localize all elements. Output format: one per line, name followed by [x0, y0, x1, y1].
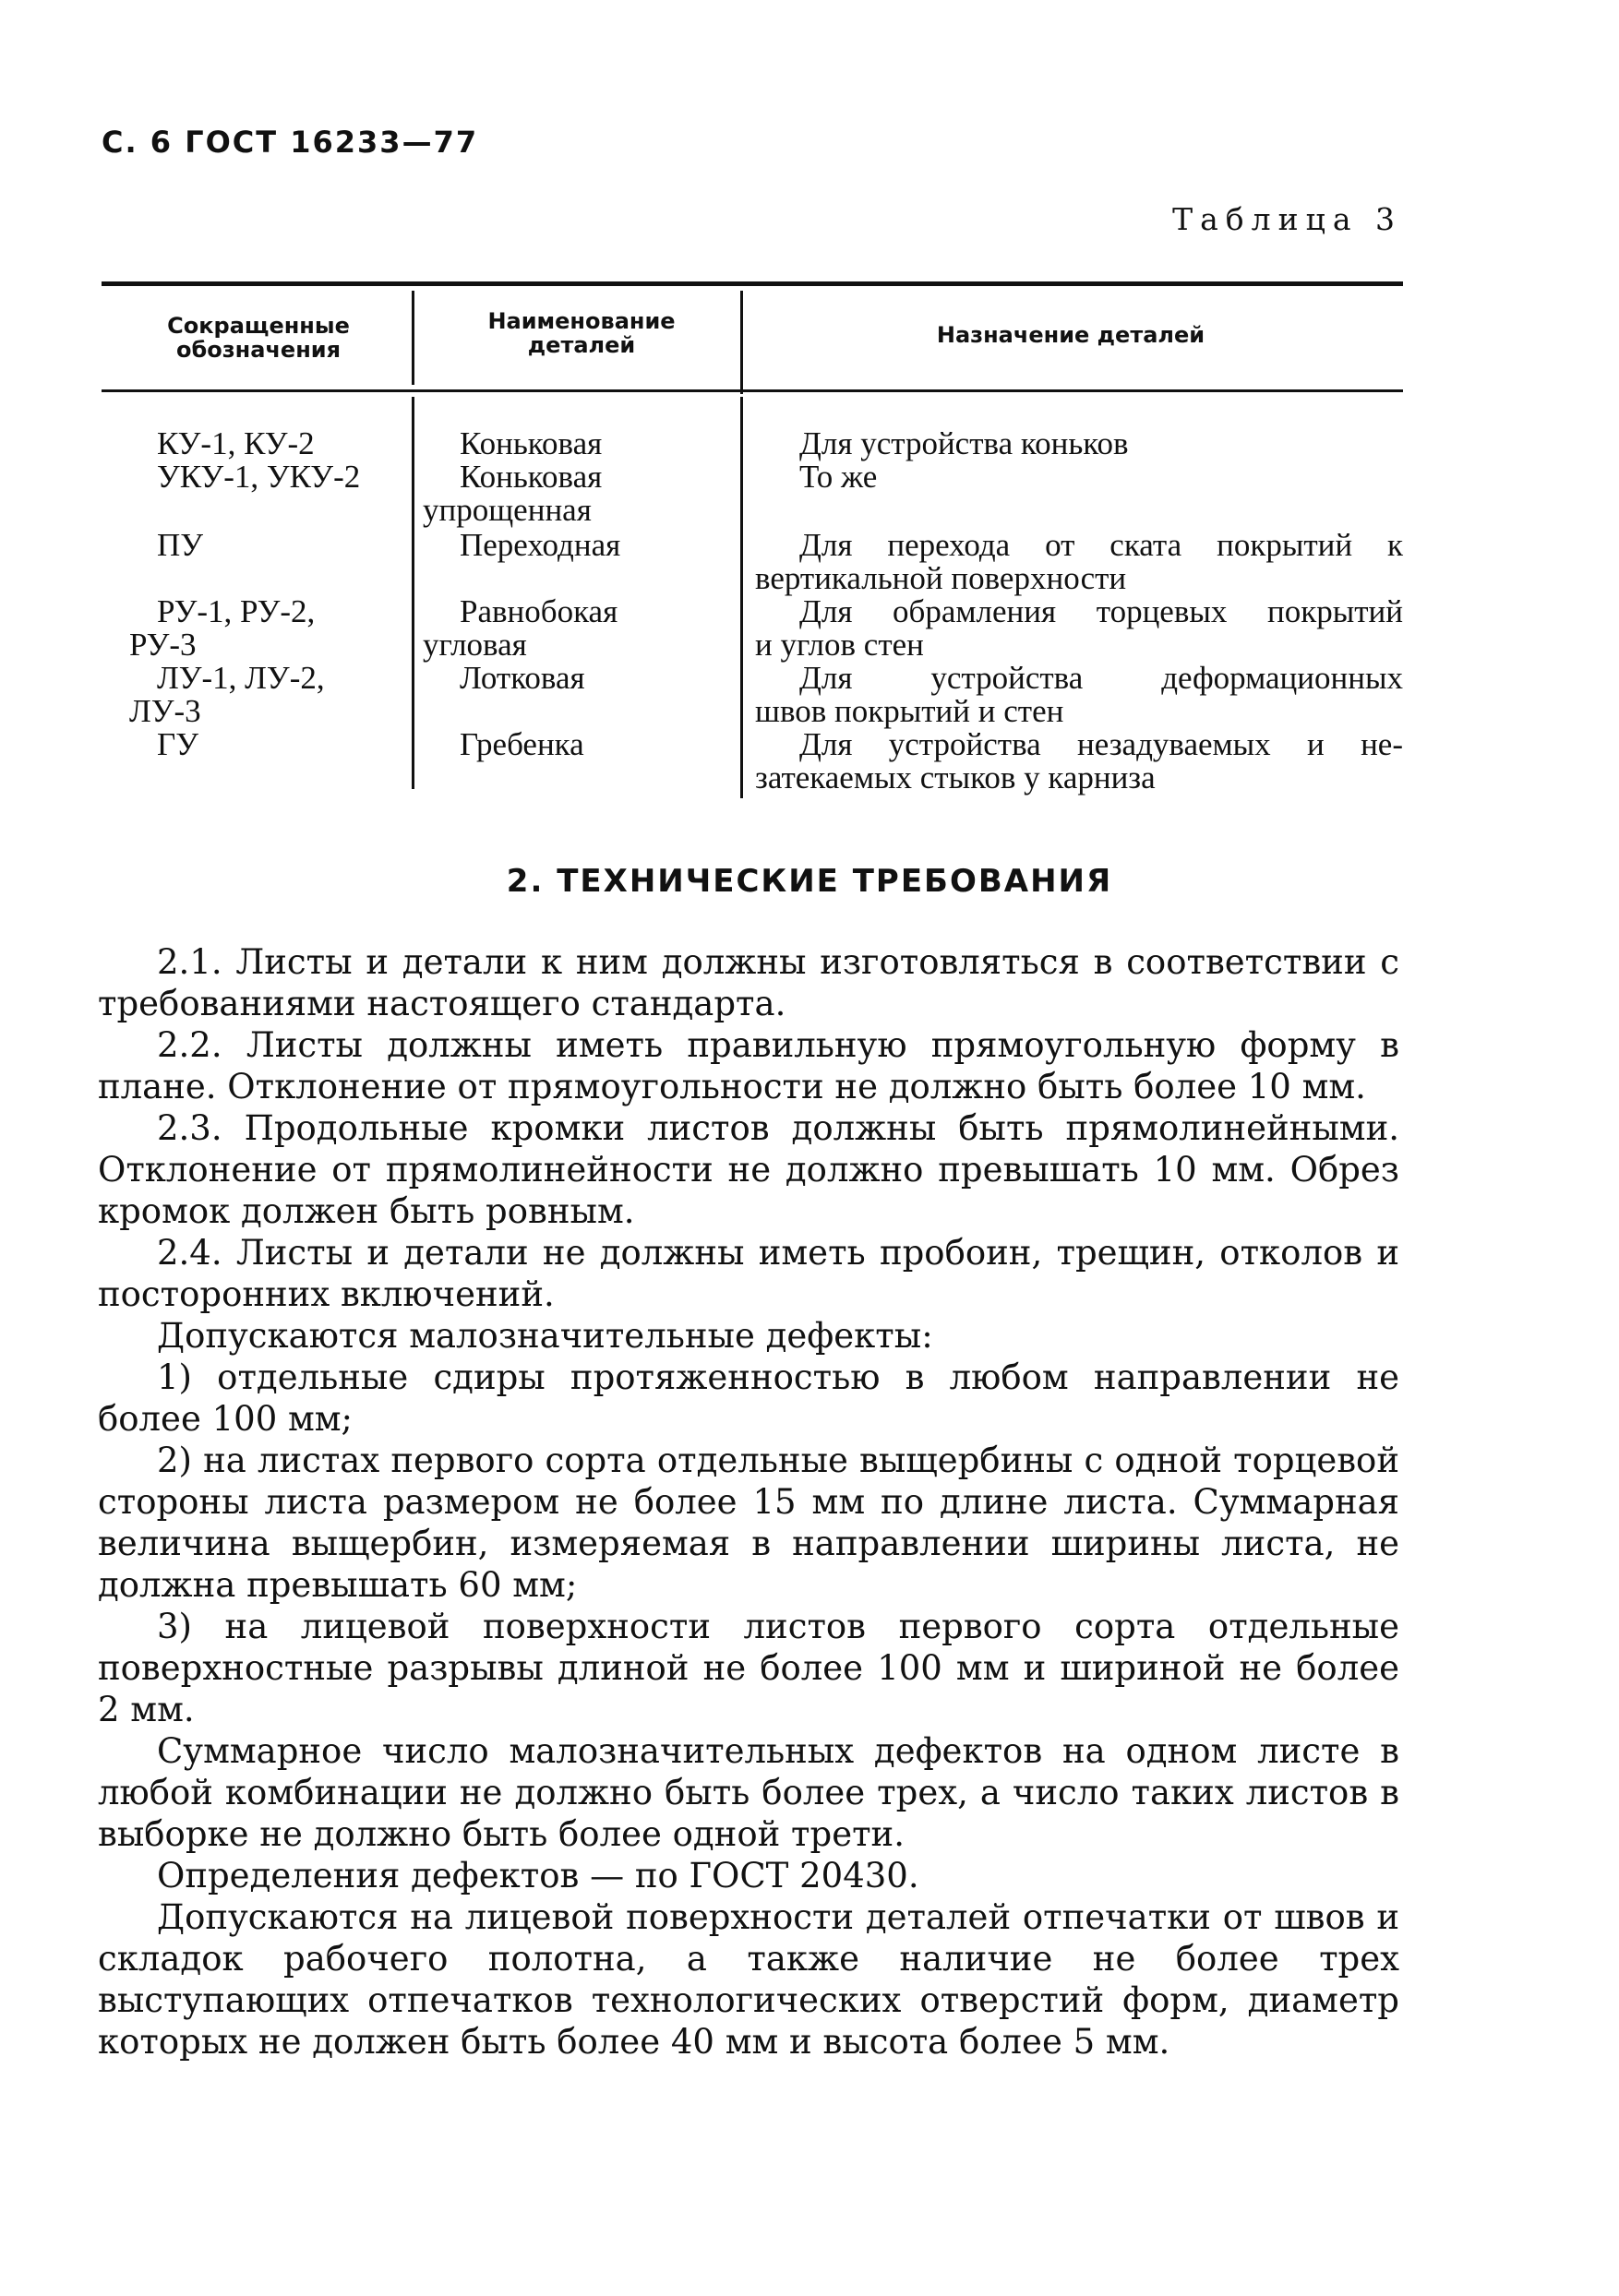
table-cell-name: Равнобокая угловая	[423, 593, 618, 663]
table-cell-purpose: Для устройства незадуваемых и не- затекаемых стыков у карниза	[755, 726, 1403, 795]
table-cell-abbr: УКУ-1, УКУ-2	[157, 459, 361, 495]
table-cell-abbr: ГУ	[157, 726, 199, 762]
paragraph: Суммарное число малозначительных дефектов на одном листе в любой комбинации не должно быть более трех, а число таких листов в выборке не должно быть более одной трети.	[98, 1731, 1399, 1854]
header-text: Наименование	[487, 308, 676, 334]
table-cell-abbr: ЛУ-1, ЛУ-2, ЛУ-3	[129, 660, 325, 729]
table-3	[102, 281, 1403, 798]
table-cell-abbr: РУ-1, РУ-2, РУ-3	[129, 593, 316, 663]
column-header-purpose	[785, 323, 1357, 347]
paragraph: 2) на листах первого сорта отдельные выщербины с одной торцевой стороны листа размером не более 15 мм по длине листа. Суммарная величина выщербин, измеряемая в направлении ширины листа, не должна превышать 60 мм;	[98, 1441, 1399, 1605]
table-label: Таблица 3	[1172, 201, 1402, 237]
paragraph: Определения дефектов — по ГОСТ 20430.	[157, 1856, 919, 1895]
paragraph: Допускаются малозначительные дефекты:	[157, 1316, 933, 1356]
paragraph: 2.1. Листы и детали к ним должны изготовляться в соответствии с требованиями настоящего стандарта.	[98, 942, 1399, 1023]
table-divider	[412, 291, 414, 385]
paragraph: 1) отдельные сдиры протяженностью в любом направлении не более 100 мм;	[98, 1357, 1399, 1439]
table-cell-name: Лотковая	[460, 660, 585, 696]
table-header-rule	[102, 389, 1403, 392]
table-cell-purpose: Для устройства коньков	[799, 425, 1129, 461]
table-cell-abbr: КУ-1, КУ-2	[157, 425, 315, 461]
table-cell-purpose: Для перехода от ската покрытий к вертикальной поверхности	[755, 527, 1403, 596]
table-cell-name: Переходная	[460, 527, 621, 563]
table-cell-name: Коньковая упрощенная	[423, 459, 603, 528]
paragraph: 3) на лицевой поверхности листов первого сорта отдельные поверхностные разрывы длиной не более 100 мм и шириной не более 2 мм.	[98, 1607, 1399, 1729]
paragraph: 2.4. Листы и детали не должны иметь пробоин, трещин, отколов и посторонних включений.	[98, 1233, 1399, 1314]
header-text: деталей	[527, 332, 636, 358]
paragraph: 2.3. Продольные кромки листов должны быть прямолинейными. Отклонение от прямолинейности не должно превышать 10 мм. Обрез кромок должен быть ровным.	[98, 1108, 1399, 1231]
section-body	[98, 941, 1399, 2063]
header-text: обозначения	[175, 337, 342, 363]
paragraph: 2.2. Листы должны иметь правильную прямоугольную форму в плане. Отклонение от прямоугольности не должно быть более 10 мм.	[98, 1025, 1399, 1106]
table-divider	[740, 291, 743, 394]
page-header: С. 6 ГОСТ 16233—77	[102, 125, 479, 160]
table-cell-purpose: То же	[799, 459, 878, 495]
table-divider	[412, 397, 414, 789]
column-header-name	[443, 309, 720, 357]
table-cell-name: Коньковая	[460, 425, 603, 461]
column-header-abbr	[138, 314, 378, 362]
table-divider	[740, 397, 743, 798]
table-cell-purpose: Для устройства деформационных швов покрытий и стен	[755, 660, 1403, 729]
table-top-rule	[102, 281, 1403, 286]
paragraph: Допускаются на лицевой поверхности деталей отпечатки от швов и складок рабочего полотна, а также наличие не более трех выступающих отпечатков технологических отверстий форм, диаметр которых не должен быть более 40 мм и высота более 5 мм.	[98, 1897, 1399, 2062]
section-title: 2. ТЕХНИЧЕСКИЕ ТРЕБОВАНИЯ	[506, 863, 1113, 900]
table-cell-name: Гребенка	[460, 726, 584, 762]
table-cell-abbr: ПУ	[157, 527, 204, 563]
header-text: Сокращенные	[167, 313, 350, 339]
table-cell-purpose: Для обрамления торцевых покрытий и углов стен	[755, 593, 1403, 663]
header-text: Назначение деталей	[936, 322, 1205, 348]
